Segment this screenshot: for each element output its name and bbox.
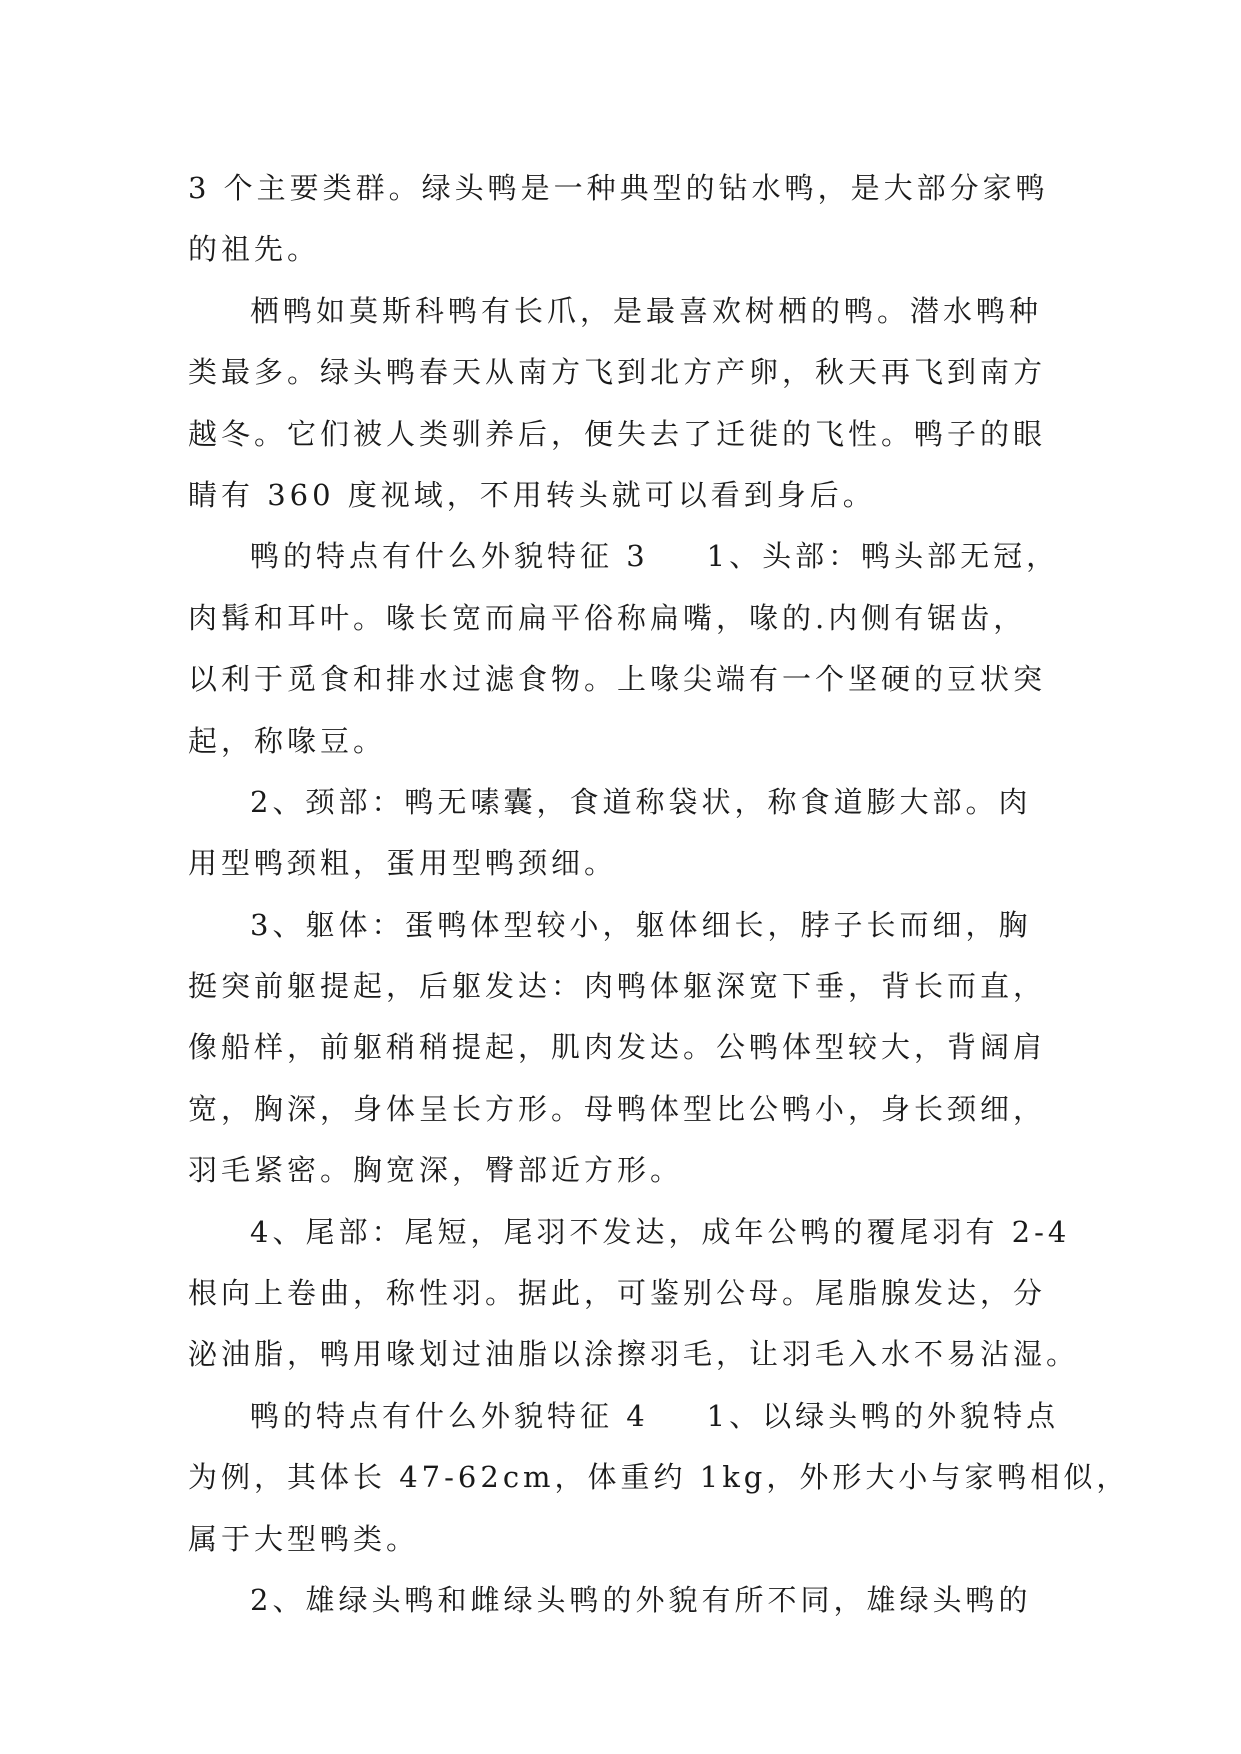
text-line: 泌油脂，鸭用喙划过油脂以涂擦羽毛，让羽毛入水不易沾湿。 [188,1337,1080,1372]
text-line: 羽毛紧密。胸宽深，臀部近方形。 [188,1153,684,1188]
text-line: 3、躯体：蛋鸭体型较小，躯体细长，脖子长而细，胸 [250,907,1032,942]
text-line: 以利于觅食和排水过滤食物。上喙尖端有一个坚硬的豆状突 [188,662,1047,697]
text-line: 越冬。它们被人类驯养后，便失去了迁徙的飞性。鸭子的眼 [188,416,1047,451]
text-line: 宽，胸深，身体呈长方形。母鸭体型比公鸭小，身长颈细， [188,1091,1047,1126]
section-heading: 鸭的特点有什么外貌特征 4 [250,1398,649,1433]
text-line: 像船样，前躯稍稍提起，肌肉发达。公鸭体型较大，背阔肩 [188,1030,1047,1065]
text-line: 的祖先。 [188,232,321,267]
text-line: 2、雄绿头鸭和雌绿头鸭的外貌有所不同，雄绿头鸭的 [250,1582,1032,1617]
section-heading: 鸭的特点有什么外貌特征 3 [250,539,649,574]
text-line: 1、以绿头鸭的外貌特点 [706,1398,1060,1433]
text-line: 为例，其体长 47-62cm，体重约 1kg，外形大小与家鸭相似， [188,1460,1130,1495]
text-line: 用型鸭颈粗，蛋用型鸭颈细。 [188,846,618,881]
text-line: 栖鸭如莫斯科鸭有长爪，是最喜欢树栖的鸭。潜水鸭种 [250,293,1043,328]
document-body [188,158,1130,1631]
text-line: 1、头部：鸭头部无冠， [706,539,1060,574]
text-line: 属于大型鸭类。 [188,1521,420,1556]
text-line: 肉髯和耳叶。喙长宽而扁平俗称扁嘴，喙的.内侧有锯齿， [188,600,1027,635]
section-heading-line [188,526,1058,587]
text-line: 2、颈部：鸭无嗉囊，食道称袋状，称食道膨大部。肉 [250,784,1032,819]
text-line: 4、尾部：尾短，尾羽不发达，成年公鸭的覆尾羽有 2-4 [250,1214,1071,1249]
text-line: 类最多。绿头鸭春天从南方飞到北方产卵，秋天再飞到南方 [188,355,1047,390]
text-line: 根向上卷曲，称性羽。据此，可鉴别公母。尾脂腺发达，分 [188,1276,1047,1311]
section-heading-line [188,1386,1058,1447]
text-line: 起，称喙豆。 [188,723,387,758]
text-line: 挺突前躯提起，后躯发达：肉鸭体躯深宽下垂，背长而直， [188,969,1047,1004]
text-line: 睛有 360 度视域，不用转头就可以看到身后。 [188,477,876,512]
text-line: 3 个主要类群。绿头鸭是一种典型的钻水鸭，是大部分家鸭 [188,171,1049,205]
